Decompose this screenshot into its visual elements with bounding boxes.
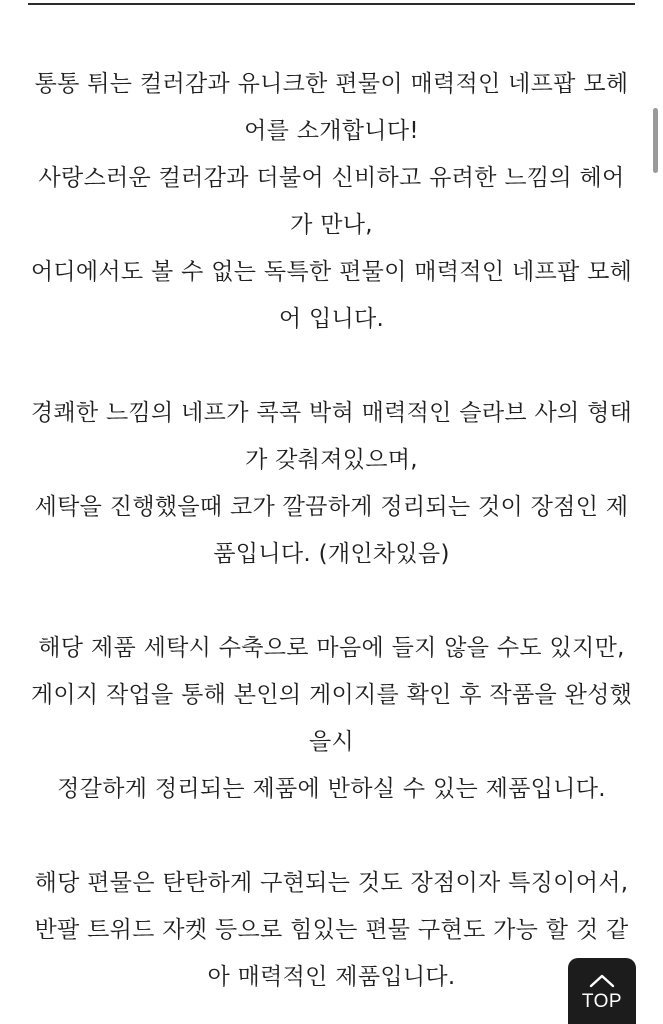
description-line: 정갈하게 정리되는 제품에 반하실 수 있는 제품입니다. <box>57 776 606 802</box>
description-paragraph <box>28 625 635 813</box>
product-description <box>28 61 635 1001</box>
description-line: 해당 편물은 탄탄하게 구현되는 것도 장점이자 특징이어서, <box>34 870 629 896</box>
description-paragraph <box>28 61 635 343</box>
scrollbar-thumb[interactable] <box>653 108 658 173</box>
scroll-to-top-button[interactable] <box>568 958 636 1024</box>
description-line: 사랑스러운 컬러감과 더불어 신비하고 유려한 느낌의 헤어가 만나, <box>38 165 625 238</box>
description-line: 세탁을 진행했을때 코가 깔끔하게 정리되는 것이 장점인 제품입니다. (개인차있음) <box>34 494 629 567</box>
top-divider <box>28 3 635 5</box>
description-paragraph <box>28 390 635 578</box>
description-line: 게이지 작업을 통해 본인의 게이지를 확인 후 작품을 완성했을시 <box>30 682 633 755</box>
top-button-label: TOP <box>581 990 623 1012</box>
description-line: 해당 제품 세탁시 수축으로 마음에 들지 않을 수도 있지만, <box>38 635 625 661</box>
description-line: 반팔 트위드 자켓 등으로 힘있는 편물 구현도 가능 할 것 같아 매력적인 제품입니다. <box>34 917 629 990</box>
description-line: 통통 튀는 컬러감과 유니크한 편물이 매력적인 네프팝 모헤어를 소개합니다! <box>34 71 629 144</box>
chevron-up-icon <box>589 974 615 988</box>
description-line: 경쾌한 느낌의 네프가 콕콕 박혀 매력적인 슬라브 사의 형태가 갖춰져있으며, <box>30 400 633 473</box>
description-line: 어디에서도 볼 수 없는 독특한 편물이 매력적인 네프팝 모헤어 입니다. <box>30 259 633 332</box>
description-paragraph <box>28 860 635 1001</box>
